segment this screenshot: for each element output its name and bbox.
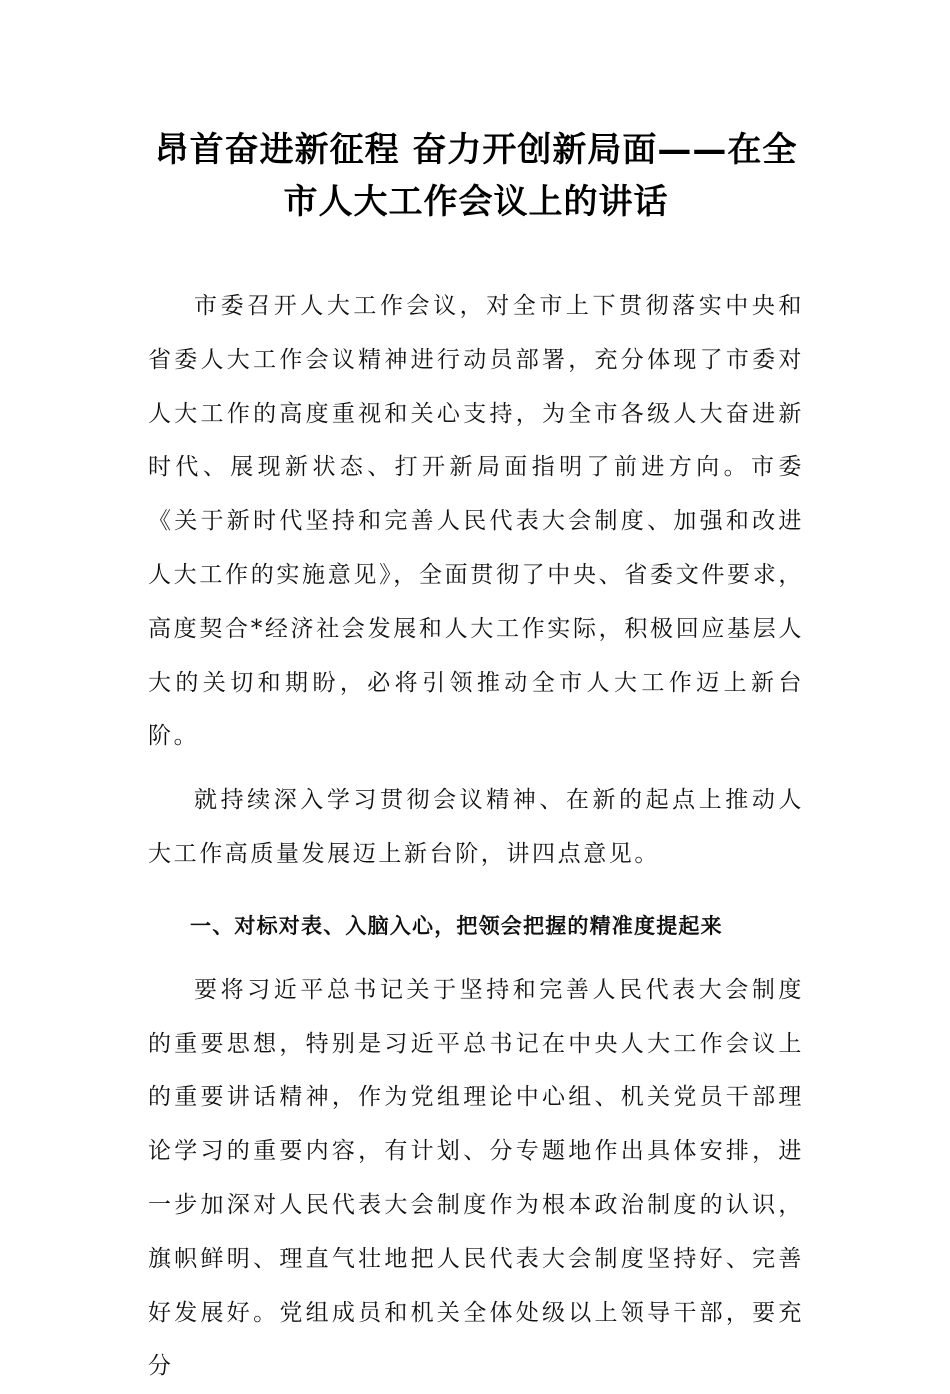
document-page [148,0,804,1394]
section-heading-1: 一、对标对表、入脑入心，把领会把握的精准度提起来 [190,913,723,938]
document-title: 昂首奋进新征程 奋力开创新局面——在全市人大工作会议上的讲话 [154,130,798,222]
body-paragraph-1: 市委召开人大工作会议，对全市上下贯彻落实中央和省委人大工作会议精神进行动员部署，充分体现了市委对人大工作的高度重视和关心支持，为全市各级人大奋进新时代、展现新状态、打开新局面指明了前进方向。市委《关于新时代坚持和完善人民代表大会制度、加强和改进人大工作的实施意见》，全面贯彻了中央、省委文件要求，高度契合*经济社会发展和人大工作实际，积极回应基层人大的关切和期盼，必将引领推动全市人大工作迈上新台阶。 [148,293,804,750]
body-paragraph-2: 就持续深入学习贯彻会议精神、在新的起点上推动人大工作高质量发展迈上新台阶，讲四点意见。 [148,787,804,867]
section-1-paragraph: 要将习近平总书记关于坚持和完善人民代表大会制度的重要思想，特别是习近平总书记在中央人大工作会议上的重要讲话精神，作为党组理论中心组、机关党员干部理论学习的重要内容，有计划、分专题地作出具体安排，进一步加深对人民代表大会制度作为根本政治制度的认识，旗帜鲜明、理直气壮地把人民代表大会制度坚持好、完善好发展好。党组成员和机关全体处级以上领导干部，要充分 [148,976,804,1380]
